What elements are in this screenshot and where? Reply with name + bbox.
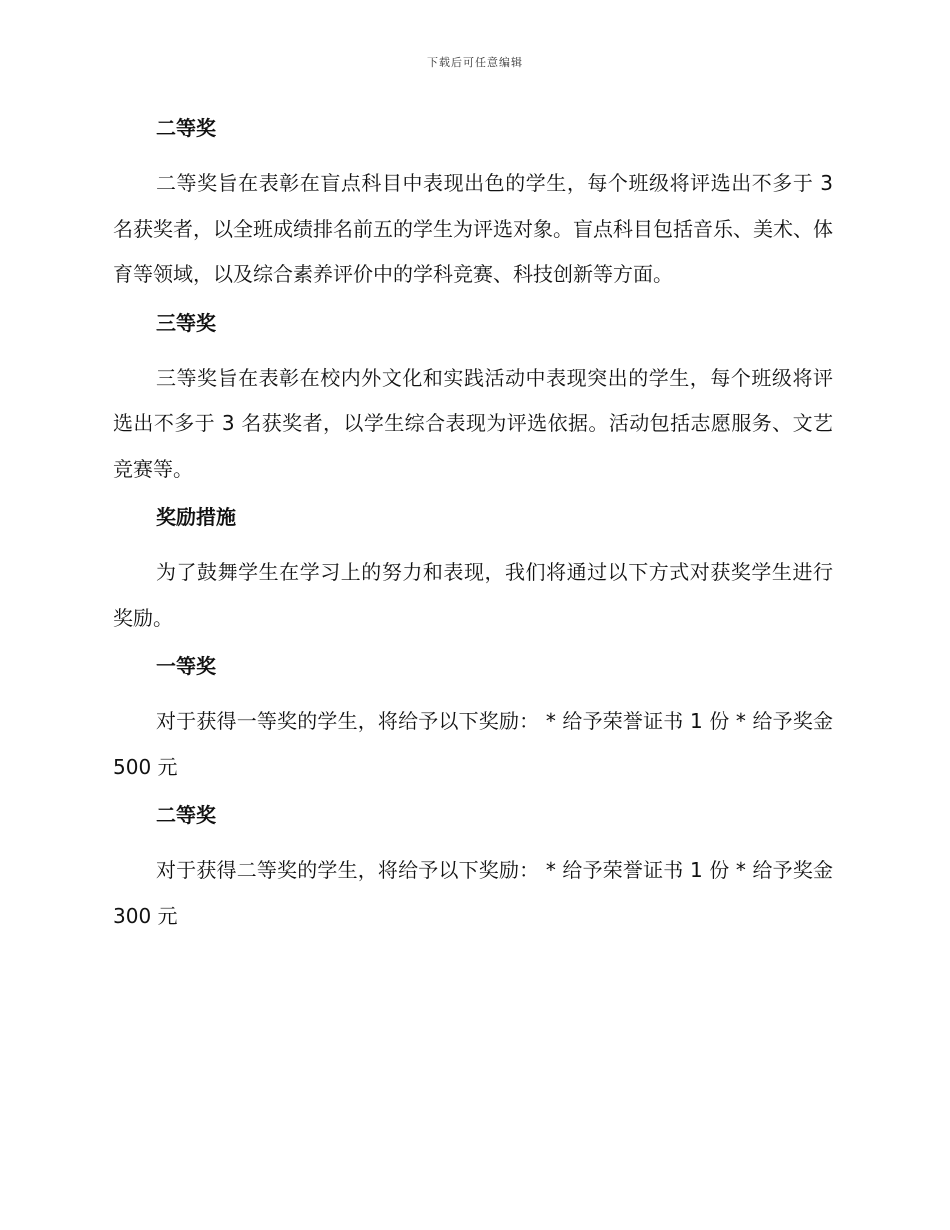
page-header-note: 下载后可任意编辑 [427,56,523,69]
section-second-prize [113,112,833,298]
document-body [113,112,833,948]
section-heading: 三等奖 [156,310,216,335]
section-heading: 奖励措施 [156,505,236,529]
section-third-prize [113,307,833,493]
section-paragraph: 为了鼓舞学生在学习上的努力和表现，我们将通过以下方式对获奖学生进行奖励。 [113,560,833,630]
section-paragraph: 对于获得一等奖的学生，将给予以下奖励： * 给予荣誉证书 1 份 * 给予奖金 500 元 [113,709,833,779]
section-first-prize-reward [113,650,833,790]
section-paragraph: 二等奖旨在表彰在盲点科目中表现出色的学生，每个班级将评选出不多于 3 名获奖者，以全班成绩排名前五的学生为评选对象。盲点科目包括音乐、美术、体育等领域，以及综合素养评价中的学科竞赛、科技创新等方面。 [113,171,833,286]
section-paragraph: 对于获得二等奖的学生，将给予以下奖励： * 给予荣誉证书 1 份 * 给予奖金 300 元 [113,858,833,928]
section-paragraph: 三等奖旨在表彰在校内外文化和实践活动中表现突出的学生，每个班级将评选出不多于 3 名获奖者，以学生综合表现为评选依据。活动包括志愿服务、文艺竞赛等。 [113,365,833,481]
section-heading: 二等奖 [156,116,216,140]
section-reward-measures [113,501,833,641]
section-heading: 一等奖 [156,654,216,678]
section-heading: 二等奖 [156,803,216,827]
section-second-prize-reward [113,799,833,939]
